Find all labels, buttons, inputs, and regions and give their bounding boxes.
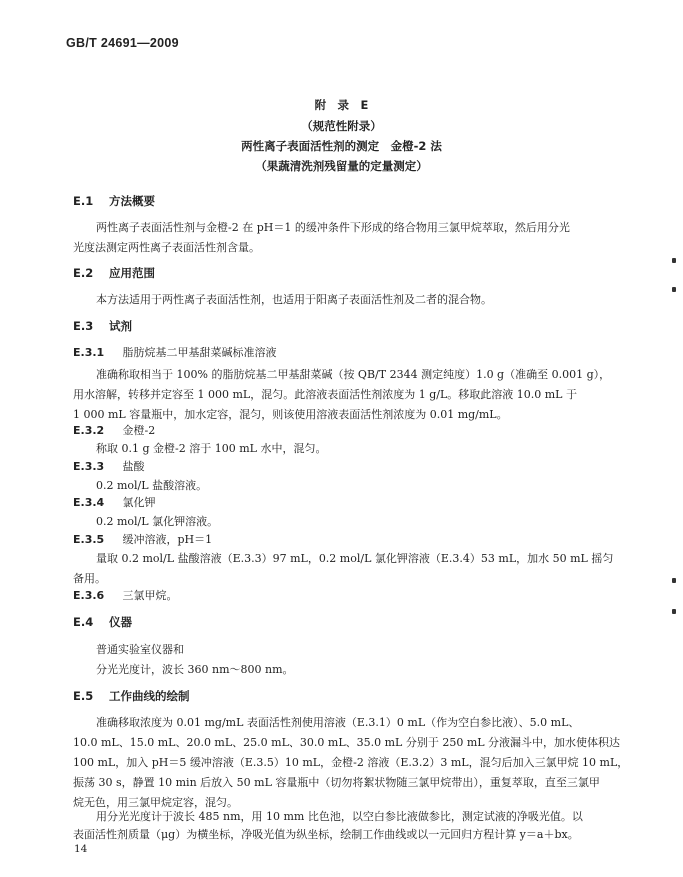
subsection-title: 三氯甲烷。 [122, 589, 178, 602]
standard-number-header: GB/T 24691—2009 [66, 36, 179, 50]
paragraph-line: 普通实验室仪器和 [96, 643, 184, 656]
paragraph-line: 0.2 mol/L 盐酸溶液。 [96, 479, 208, 492]
subsection-title: 缓冲溶液，pH＝1 [122, 533, 213, 546]
subsection-number: E.3.2 [73, 424, 105, 437]
subsection-e33 [73, 458, 145, 474]
binding-mark [672, 287, 676, 292]
subsection-e35 [73, 531, 212, 547]
appendix-label: 附 录 E [314, 98, 369, 112]
section-number: E.3 [73, 319, 94, 333]
section-title: 应用范围 [109, 266, 156, 280]
subsection-title: 氯化钾 [122, 496, 156, 509]
appendix-subtitle: （果蔬清洗剂残留量的定量测定） [255, 159, 428, 173]
appendix-title: 两性离子表面活性剂的测定 金橙-2 法 [241, 139, 442, 153]
paragraph-line: 10.0 mL、15.0 mL、20.0 mL、25.0 mL、30.0 mL、35.0 mL 分别于 250 mL 分液漏斗中，加水使体积达 [73, 736, 621, 749]
section-number: E.5 [73, 689, 94, 703]
paragraph-line: 烷无色，用三氯甲烷定容，混匀。 [73, 796, 238, 809]
section-title: 试剂 [109, 319, 133, 333]
subsection-number: E.3.3 [73, 460, 105, 473]
section-e4 [73, 614, 132, 630]
subsection-e36 [73, 587, 178, 603]
paragraph-line: 准确移取浓度为 0.01 mg/mL 表面活性剂使用溶液（E.3.1）0 mL（作为空白参比液）、5.0 mL、 [96, 716, 580, 729]
subsection-number: E.3.4 [73, 496, 105, 509]
section-e3 [73, 318, 132, 334]
paragraph-line: 1 000 mL 容量瓶中，加水定容，混匀，则该使用溶液表面活性剂浓度为 0.01 mg/mL。 [73, 408, 508, 421]
paragraph-line: 称取 0.1 g 金橙-2 溶于 100 mL 水中，混匀。 [96, 442, 327, 455]
section-e2 [73, 265, 155, 281]
binding-mark [672, 578, 676, 583]
subsection-e32 [73, 422, 155, 438]
section-title: 方法概要 [109, 194, 156, 208]
section-number: E.1 [73, 194, 94, 208]
paragraph-line: 本方法适用于两性离子表面活性剂，也适用于阳离子表面活性剂及二者的混合物。 [96, 293, 492, 306]
paragraph-line: 量取 0.2 mol/L 盐酸溶液（E.3.3）97 mL，0.2 mol/L 氯化钾溶液（E.3.4）53 mL，加水 50 mL 摇匀 [96, 552, 614, 565]
subsection-number: E.3.1 [73, 346, 105, 359]
section-number: E.4 [73, 615, 94, 629]
paragraph-line: 表面活性剂质量（μg）为横坐标，净吸光值为纵坐标，绘制工作曲线或以一元回归方程计算 y＝a＋bx。 [73, 828, 579, 841]
section-e1 [73, 193, 155, 209]
binding-mark [672, 609, 676, 614]
paragraph-line: 备用。 [73, 572, 106, 585]
page-number: 14 [74, 843, 88, 855]
paragraph-line: 分光光度计，波长 360 nm～800 nm。 [96, 663, 294, 676]
subsection-title: 脂肪烷基二甲基甜菜碱标准溶液 [122, 346, 277, 359]
subsection-title: 盐酸 [122, 460, 145, 473]
subsection-number: E.3.6 [73, 589, 105, 602]
binding-mark [672, 258, 676, 263]
paragraph-line: 0.2 mol/L 氯化钾溶液。 [96, 515, 219, 528]
section-title: 仪器 [109, 615, 133, 629]
subsection-title: 金橙-2 [122, 424, 156, 437]
section-number: E.2 [73, 266, 94, 280]
paragraph-line: 100 mL，加入 pH＝5 缓冲溶液（E.3.5）10 mL，金橙-2 溶液（E.3.2）3 mL，混匀后加入三氯甲烷 10 mL， [73, 756, 629, 769]
paragraph-line: 准确称取相当于 100% 的脂肪烷基二甲基甜菜碱（按 QB/T 2344 测定纯度）1.0 g（准确至 0.001 g）， [96, 368, 611, 381]
section-title: 工作曲线的绘制 [109, 689, 190, 703]
paragraph-line: 两性离子表面活性剂与金橙-2 在 pH＝1 的缓冲条件下形成的络合物用三氯甲烷萃取，然后用分光 [96, 221, 570, 234]
subsection-number: E.3.5 [73, 533, 105, 546]
paragraph-line: 振荡 30 s，静置 10 min 后放入 50 mL 容量瓶中（切勿将絮状物随三氯甲烷带出），重复萃取，直至三氯甲 [73, 776, 600, 789]
section-e5 [73, 688, 190, 704]
paragraph-line: 用分光光度计于波长 485 nm，用 10 mm 比色池，以空白参比液做参比，测定试液的净吸光值。以 [96, 810, 583, 823]
paragraph-line: 光度法测定两性离子表面活性剂含量。 [73, 241, 260, 254]
paragraph-line: 用水溶解，转移并定容至 1 000 mL，混匀。此溶液表面活性剂浓度为 1 g/L。移取此溶液 10.0 mL 于 [73, 388, 577, 401]
subsection-e31 [73, 344, 277, 360]
appendix-type: （规范性附录） [301, 119, 382, 133]
subsection-e34 [73, 494, 156, 510]
